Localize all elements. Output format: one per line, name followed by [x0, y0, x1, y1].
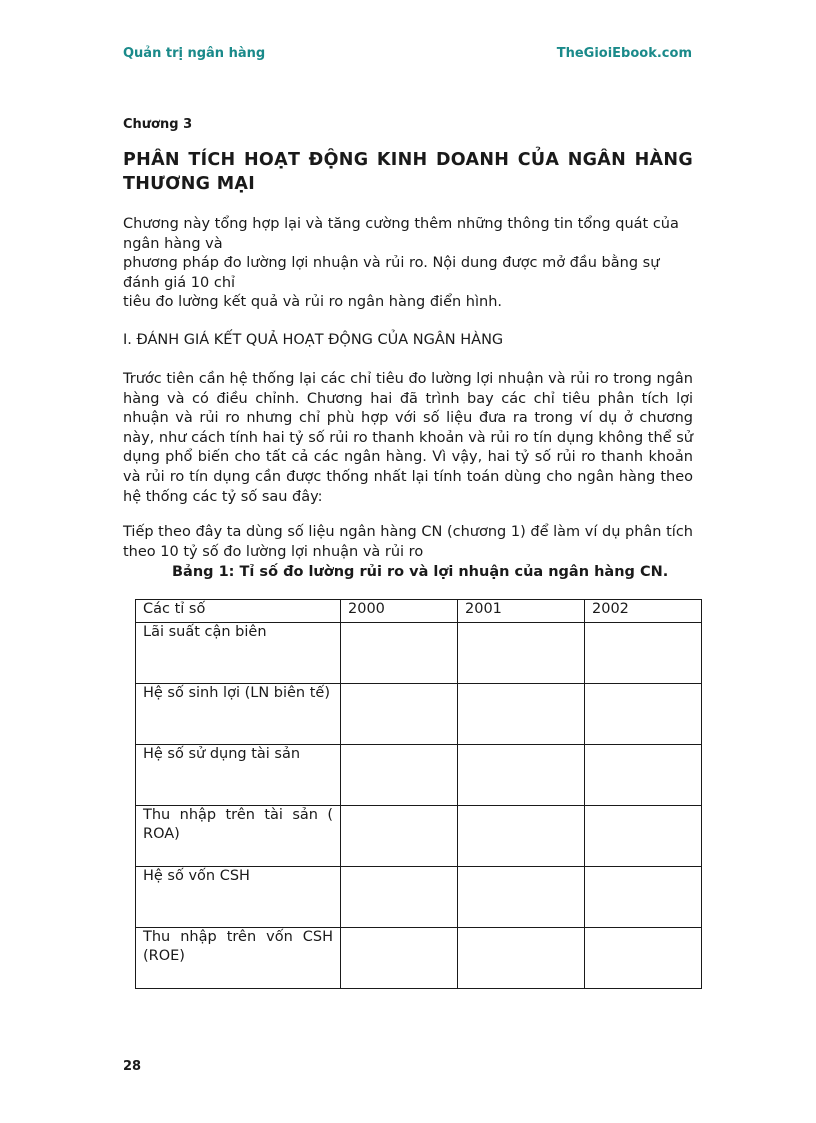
- intro-line: tiêu đo lường kết quả và rủi ro ngân hàng điển hình.: [123, 294, 503, 311]
- table-cell: [585, 806, 702, 867]
- header-site-name: TheGioiEbook.com: [556, 46, 692, 61]
- table-cell: [585, 928, 702, 989]
- chapter-label: Chương 3: [123, 117, 193, 132]
- table-cell: [341, 623, 458, 684]
- table-row: [136, 684, 702, 745]
- column-header: Các tỉ số: [136, 600, 341, 623]
- table-row: [136, 806, 702, 867]
- table-cell: [458, 806, 585, 867]
- header-book-title: Quản trị ngân hàng: [123, 46, 266, 61]
- intro-line: đánh giá 10 chỉ: [123, 274, 236, 291]
- row-label: Thu nhập trên vốn CSH (ROE): [136, 928, 341, 989]
- table-caption: Bảng 1: Tỉ số đo lường rủi ro và lợi nhuận của ngân hàng CN.: [172, 564, 669, 580]
- intro-line: ngân hàng và: [123, 235, 223, 252]
- table-cell: [341, 928, 458, 989]
- page-number: 28: [123, 1059, 142, 1074]
- body-paragraph-2: Tiếp theo đây ta dùng số liệu ngân hàng CN (chương 1) để làm ví dụ phân tích theo 10 tỷ số đo lường lợi nhuận và rủi ro: [123, 524, 693, 560]
- table-cell: [341, 684, 458, 745]
- page-header: [123, 46, 692, 66]
- row-label: Lãi suất cận biên: [136, 623, 341, 684]
- table-cell: [585, 867, 702, 928]
- intro-line: phương pháp đo lường lợi nhuận và rủi ro. Nội dung được mở đầu bằng sự: [123, 255, 660, 272]
- row-label: Hệ số vốn CSH: [136, 867, 341, 928]
- table-cell: [585, 745, 702, 806]
- table-cell: [341, 745, 458, 806]
- chapter-title: PHÂN TÍCH HOẠT ĐỘNG KINH DOANH CỦA NGÂN HÀNG THƯƠNG MẠI: [123, 150, 693, 194]
- table-header-row: [136, 600, 702, 623]
- intro-line: Chương này tổng hợp lại và tăng cường thêm những thông tin tổng quát của: [123, 216, 679, 232]
- table-row: [136, 623, 702, 684]
- table-row: [136, 928, 702, 989]
- table-cell: [585, 623, 702, 684]
- intro-paragraph: [123, 215, 693, 313]
- row-label: Hệ số sinh lợi (LN biên tế): [136, 684, 341, 745]
- table-cell: [458, 684, 585, 745]
- section-heading: I. ĐÁNH GIÁ KẾT QUẢ HOẠT ĐỘNG CỦA NGÂN HÀNG: [123, 332, 504, 348]
- row-label: Hệ số sử dụng tài sản: [136, 745, 341, 806]
- table-row: [136, 867, 702, 928]
- table-cell: [585, 684, 702, 745]
- column-header: 2002: [585, 600, 702, 623]
- table-cell: [341, 806, 458, 867]
- table-cell: [341, 867, 458, 928]
- table-cell: [458, 745, 585, 806]
- table-cell: [458, 867, 585, 928]
- table-cell: [458, 623, 585, 684]
- row-label: Thu nhập trên tài sản ( ROA): [136, 806, 341, 867]
- ratio-table: [135, 599, 702, 989]
- table-row: [136, 745, 702, 806]
- table-cell: [458, 928, 585, 989]
- column-header: 2001: [458, 600, 585, 623]
- column-header: 2000: [341, 600, 458, 623]
- body-paragraph-1: Trước tiên cần hệ thống lại các chỉ tiêu đo lường lợi nhuận và rủi ro trong ngân hàng và có điều chỉnh. Chương hai đã trình bay các chỉ tiêu phân tích lợi nhuận và rủi ro nhưng chỉ phù hợp với số liệu đưa ra trong ví dụ ở chương này, như cách tính hai tỷ số rủi ro thanh khoản và rủi ro tín dụng không thể sử dụng phổ biến cho tất cả các ngân hàng. Vì vậy, hai tỷ số rủi ro thanh khoản và rủi ro tín dụng cần được thống nhất lại tính toán dùng cho ngân hàng theo hệ thống các tỷ số sau đây:: [123, 371, 693, 505]
